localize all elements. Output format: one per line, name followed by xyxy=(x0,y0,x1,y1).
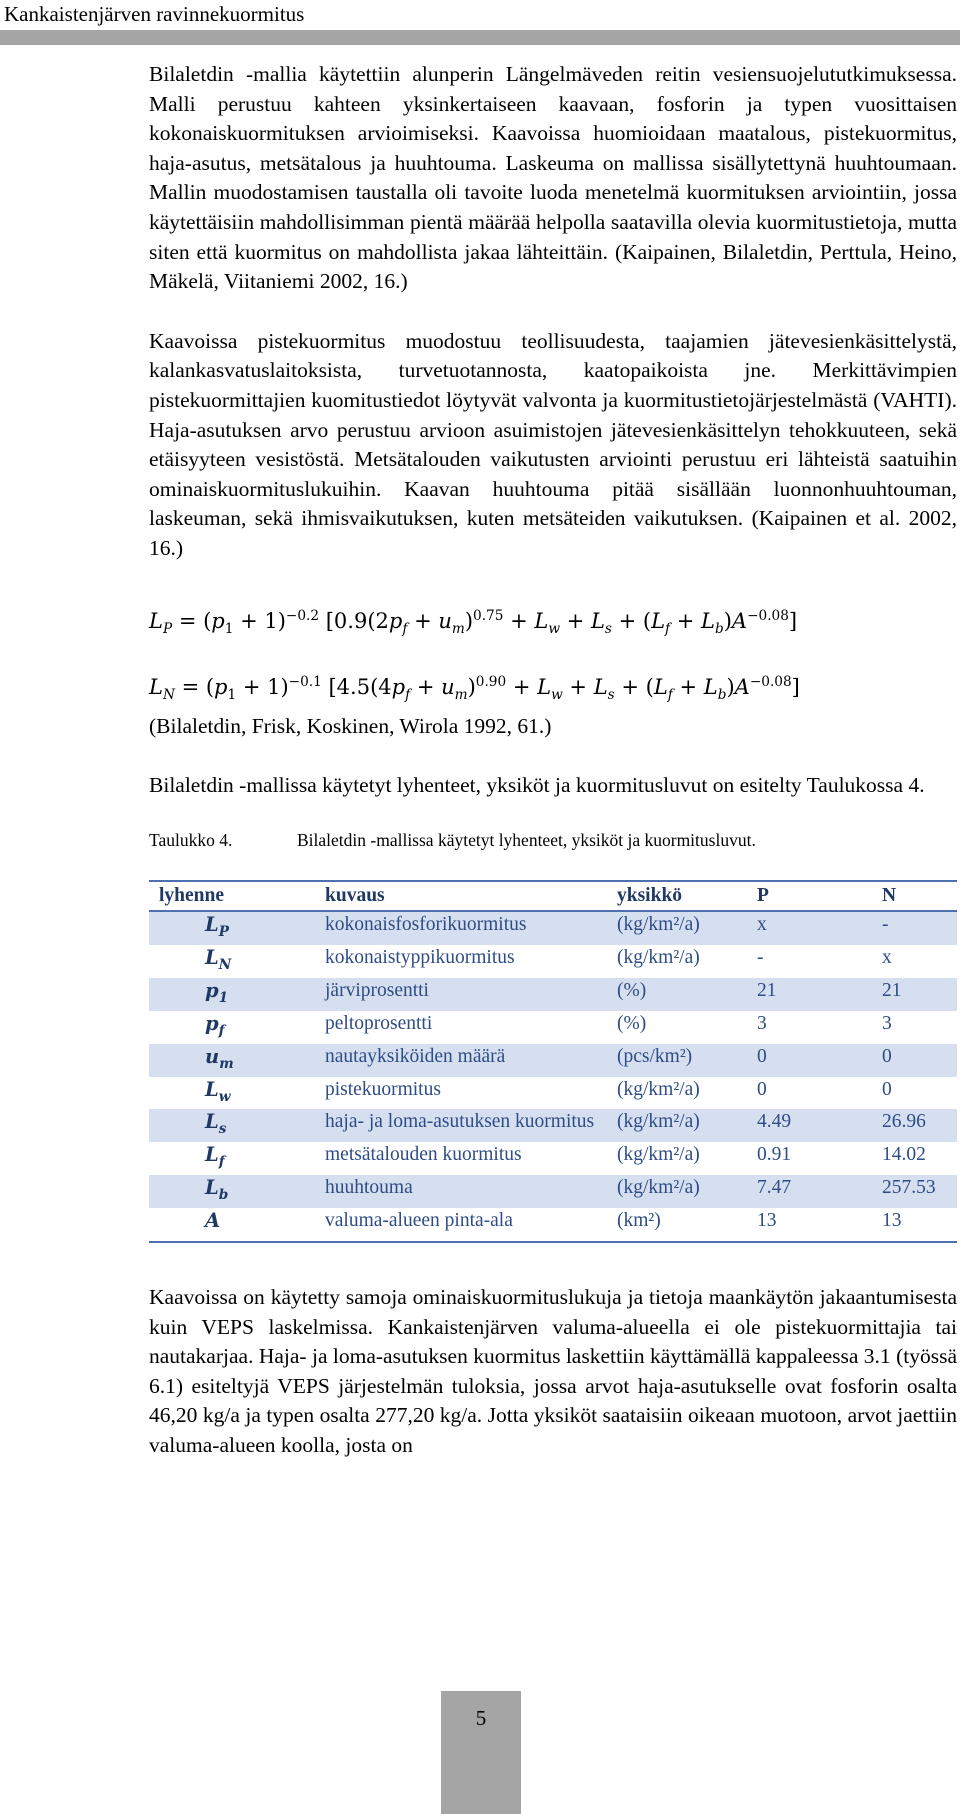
eq-lp-coef: [0.9 xyxy=(325,608,368,633)
table-caption xyxy=(149,828,957,852)
n-cell: 0 xyxy=(882,1078,892,1100)
table-row xyxy=(149,1044,957,1077)
symbol-cell: $L_N$ xyxy=(205,945,232,973)
equation-phosphorus: $L_P = (p_1 + 1)^{-0.2}$ $[0.9(2p_f + u_m)^{0.75} + L_w + L_s + (L_f + L_b)A^{-0.08}]$ xyxy=(149,607,798,637)
n-cell: x xyxy=(882,946,892,968)
description-cell: valuma-alueen pinta-ala xyxy=(319,1208,611,1242)
unit-cell: (km²) xyxy=(611,1208,751,1242)
symbol-cell: $u_m$ xyxy=(149,1044,319,1077)
unit-cell: (pcs/km²) xyxy=(611,1044,751,1077)
table-row xyxy=(149,1208,957,1242)
p-cell: 13 xyxy=(751,1208,876,1242)
n-cell: 14.02 xyxy=(882,1144,926,1166)
n-cell: 3 xyxy=(882,1012,892,1034)
table-row xyxy=(149,1109,957,1142)
table-row xyxy=(149,1142,957,1175)
table-row xyxy=(149,978,957,1011)
table-caption-text: Bilaletdin -mallissa käytetyt lyhenteet, yksiköt ja kuormitusluvut. xyxy=(297,830,756,851)
symbol-cell: $L_P$ xyxy=(149,911,319,945)
equation-nitrogen: $L_N = (p_1 + 1)^{-0.1}$ $[4.5(4p_f + u_m)^{0.90} + L_w + L_s + (L_f + L_b)A^{-0.08}]$ xyxy=(149,673,800,703)
eq-ln-lhs-sub: N xyxy=(162,686,175,703)
n-cell: 26.96 xyxy=(876,1109,957,1142)
page-content xyxy=(149,60,957,1461)
symbol-cell: $L_w$ xyxy=(205,1077,231,1105)
symbol-cell: $L_f$ xyxy=(205,1143,225,1171)
unit-cell: (kg/km²/a) xyxy=(617,1078,700,1100)
eq-ln-exp1: −0.1 xyxy=(288,673,322,690)
table-row xyxy=(149,1175,957,1208)
running-header-title: Kankaistenjärven ravinnekuormitus xyxy=(4,2,305,26)
abbreviation-table xyxy=(149,880,957,1243)
col-header-unit: yksikkö xyxy=(611,881,751,911)
description-cell: metsätalouden kuormitus xyxy=(325,1144,522,1166)
n-cell: 257.53 xyxy=(876,1175,957,1208)
p-cell: 3 xyxy=(757,1012,767,1034)
header-rule xyxy=(0,30,960,45)
p-cell: - xyxy=(757,946,764,968)
description-cell: pistekuormitus xyxy=(325,1078,441,1100)
symbol-cell: $p_1$ xyxy=(149,978,319,1011)
eq-lp-exp3: −0.08 xyxy=(747,607,789,624)
unit-cell: (%) xyxy=(611,978,751,1011)
table-row xyxy=(149,945,957,978)
symbol-cell: $L_b$ xyxy=(149,1175,319,1208)
description-cell: haja- ja loma-asutuksen kuormitus xyxy=(319,1109,611,1142)
table-row xyxy=(149,1011,957,1044)
eq-ln-coef: [4.5 xyxy=(328,674,371,699)
table-row xyxy=(149,911,957,945)
page-number: 5 xyxy=(475,1706,487,1730)
p-cell: 4.49 xyxy=(751,1109,876,1142)
symbol-cell: $p_f$ xyxy=(205,1011,225,1039)
p-cell: 0 xyxy=(751,1044,876,1077)
n-cell: 21 xyxy=(876,978,957,1011)
col-header-description: kuvaus xyxy=(319,881,611,911)
symbol-cell: A xyxy=(149,1208,319,1242)
paragraph-model-intro: Bilaletdin -mallia käytettiin alunperin Längelmäveden reitin vesiensuojelututkimuksessa. Malli perustuu kahteen yksinkertaiseen kaavaan, fosforin ja typen vuosittaisen kokonaiskuormituksen arvioimiseksi. Kaavoissa huomioidaan maatalous, pistekuormitus, haja-asutus, metsätalous ja huuhtouma. Laskeuma on mallissa sisällytettynä huuhtoumaan. Mallin muodostamisen taustalla oli tavoite luoda menetelmä kuormituksen arviointiin, jossa käytettäisiin mahdollisimman pientä määrää helpolla saatavilla olevia kuormitustietoja, mutta siten että kuormitus on mahdollista jakaa lähteittäin. (Kaipainen, Bilaletdin, Perttula, Heino, Mäkelä, Viitaniemi 2002, 16.) xyxy=(149,62,957,294)
paragraph-veps-values: Kaavoissa on käytetty samoja ominaiskuormituslukuja ja tietoja maankäytön jakaantumisesta kuin VEPS laskelmissa. Kankaistenjärven valuma-alueella ei ole pistekuormittajia tai nautakarjaa. Haja- ja loma-asutuksen kuormitus laskettiin käyttämällä kappaleessa 3.1 (työssä 6.1) esiteltyjä VEPS järjestelmän tuloksia, jossa arvot haja-asutukselle ovat fosforin osalta 46,20 kg/a ja typen osalta 277,20 kg/a. Jotta yksiköt saataisiin oikeaan muotoon, arvot jaettiin valuma-alueen koolla, josta on xyxy=(149,1285,957,1457)
table-row xyxy=(149,1077,957,1110)
p-cell: x xyxy=(751,911,876,945)
table-header-row xyxy=(149,881,957,911)
unit-cell: (kg/km²/a) xyxy=(617,1144,700,1166)
col-header-abbrev: lyhenne xyxy=(149,881,319,911)
description-cell: peltoprosentti xyxy=(325,1012,433,1034)
eq-ln-exp3: −0.08 xyxy=(749,673,792,690)
unit-cell: (kg/km²/a) xyxy=(611,911,751,945)
paragraph-table-intro: Bilaletdin -mallissa käytetyt lyhenteet, yksiköt ja kuormitusluvut on esitelty Taulukossa 4. xyxy=(149,772,925,797)
n-cell: 0 xyxy=(876,1044,957,1077)
p-cell: 0.91 xyxy=(757,1144,792,1166)
paragraph-point-load: Kaavoissa pistekuormitus muodostuu teollisuudesta, taajamien jätevesienkäsittelystä, kalankasvatuslaitoksista, turvetuotannosta, kaatopaikoista jne. Merkittävimpien pistekuormittajien kuomitustiedot löytyvät valvonta ja kuormitustietojärjestelmästä (VAHTI). Haja-asutuksen arvo perustuu arvioon asuimistojen jätevesienkäsittelyn tehokkuuteen, sekä etäisyyteen vesistöstä. Metsätalouden vaikutusten arviointi perustuu eri lähteistä saatuihin ominaiskuormituslukuihin. Kaavan huuhtouma pitää sisällään luonnonhuuhtouman, laskeuman, sekä ihmisvaikutuksen, kuten metsäteiden vaikutuksen. (Kaipainen et al. 2002, 16.) xyxy=(149,328,957,560)
table-caption-label: Taulukko 4. xyxy=(149,830,233,851)
col-header-p: P xyxy=(751,881,876,911)
p-cell: 7.47 xyxy=(751,1175,876,1208)
equation-citation: (Bilaletdin, Frisk, Koskinen, Wirola 1992, 61.) xyxy=(149,713,552,738)
unit-cell: (kg/km²/a) xyxy=(617,946,700,968)
eq-lp-lhs-sub: P xyxy=(162,620,173,637)
eq-lp-exp1: −0.2 xyxy=(285,607,320,624)
description-cell: kokonaistyppikuormitus xyxy=(325,946,515,968)
n-cell: - xyxy=(876,911,957,945)
description-cell: huuhtouma xyxy=(319,1175,611,1208)
p-cell: 0 xyxy=(757,1078,767,1100)
description-cell: nautayksiköiden määrä xyxy=(319,1044,611,1077)
description-cell: järviprosentti xyxy=(319,978,611,1011)
p-cell: 21 xyxy=(751,978,876,1011)
eq-lp-exp2: 0.75 xyxy=(473,607,504,624)
unit-cell: (kg/km²/a) xyxy=(611,1175,751,1208)
eq-ln-exp2: 0.90 xyxy=(475,673,507,690)
symbol-cell: $L_s$ xyxy=(149,1109,319,1142)
description-cell: kokonaisfosforikuormitus xyxy=(319,911,611,945)
n-cell: 13 xyxy=(876,1208,957,1242)
col-header-n: N xyxy=(876,881,957,911)
unit-cell: (kg/km²/a) xyxy=(611,1109,751,1142)
unit-cell: (%) xyxy=(617,1012,647,1034)
